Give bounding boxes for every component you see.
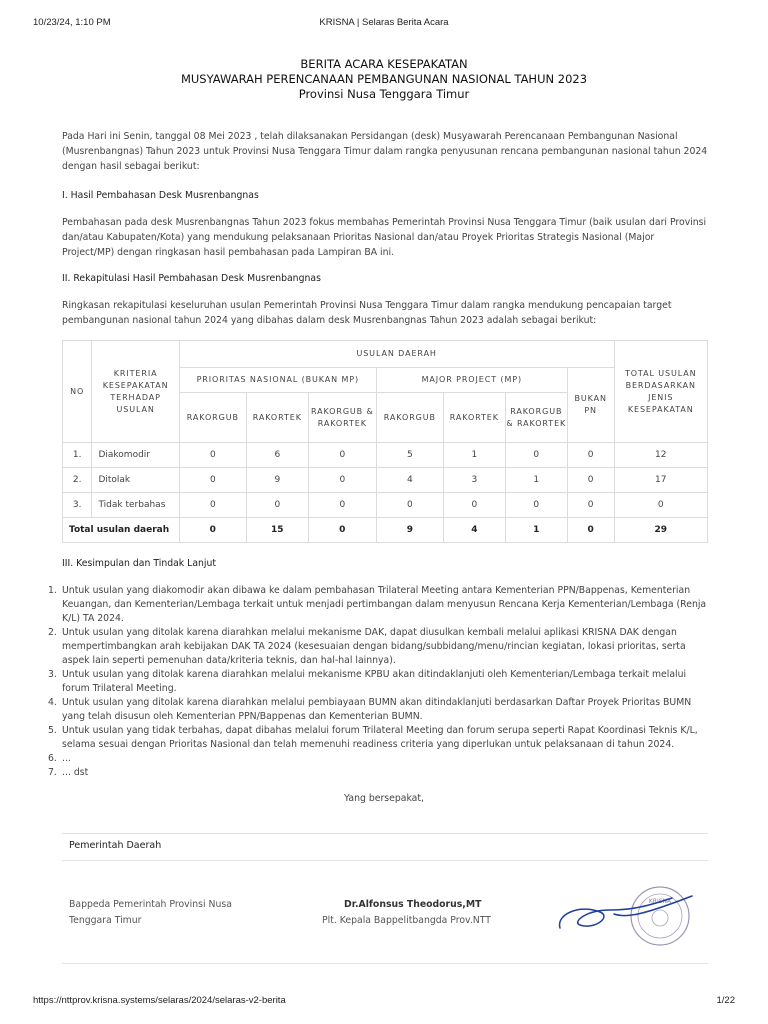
signatory-block [322,897,522,929]
cell-pn-rakorgub: 0 [179,443,246,468]
cell-pn-rakortek: 6 [246,443,308,468]
table-row [63,493,708,518]
row-no: 2. [63,468,92,493]
cell-mp-rakorgub: 4 [376,468,443,493]
row-criteria: Ditolak [92,468,179,493]
list-text: Untuk usulan yang ditolak karena diarahkan melalui pembiayaan BUMN akan ditindaklanjuti berdasarkan Daftar Proyek Prioritas BUMN yang telah disusun oleh Kementerian PPN/Bappenas dan Kementerian BUMN. [62,697,692,722]
print-header [33,17,735,31]
cell-pn-both: 0 [308,493,376,518]
divider [62,860,708,861]
cell-mp-rakorgub: 5 [376,443,443,468]
total-pn-rakortek: 15 [246,518,308,543]
stamp-text: KRISNA [648,898,672,905]
total-grand: 29 [614,518,707,543]
cell-mp-both: 0 [505,443,567,468]
total-mp-rakortek: 4 [443,518,505,543]
header-mp-rakortek: RAKORTEK [443,393,505,443]
cell-total: 0 [614,493,707,518]
list-item [48,626,712,668]
header-bukan-pn: BUKAN PN [567,368,614,443]
title-line-1: BERITA ACARA KESEPAKATAN [300,57,468,71]
divider [62,833,708,834]
cell-mp-rakortek: 0 [443,493,505,518]
cell-pn-rakorgub: 0 [179,468,246,493]
list-number: 6. [48,753,57,764]
signature-section-heading: Pemerintah Daerah [69,840,162,851]
list-item [48,752,712,766]
list-item [48,668,712,696]
conclusion-list [48,584,712,780]
row-criteria: Diakomodir [92,443,179,468]
section-2-heading: II. Rekapitulasi Hasil Pembahasan Desk Musrenbangnas [62,273,321,284]
header-major-project: MAJOR PROJECT (MP) [376,368,567,393]
recap-table [62,340,708,543]
stamp-center [652,910,668,926]
cell-mp-rakortek: 3 [443,468,505,493]
list-item [48,766,712,780]
total-label: Total usulan daerah [63,518,180,543]
signature-stamp-image [552,870,697,950]
section-1-text: Pembahasan pada desk Musrenbangnas Tahun 2023 fokus membahas Pemerintah Provinsi Nusa Tenggara Timur (baik usulan dari Provinsi dan/atau Kabupaten/Kota) yang mendukung pelaksanaan Prioritas Nasional dan/atau Proyek Prioritas Strategis Nasional (Major Project/MP) dengan ringkasan hasil pembahasan pada Lampiran BA ini. [62,217,707,258]
header-pn-rakortek: RAKORTEK [246,393,308,443]
list-item [48,584,712,626]
list-item [48,696,712,724]
table-total-row [63,518,708,543]
cell-pn-rakorgub: 0 [179,493,246,518]
list-item [48,724,712,752]
row-criteria: Tidak terbahas [92,493,179,518]
header-pn-rakorgub: RAKORGUB [179,393,246,443]
header-criteria: KRITERIA KESEPAKATAN TERHADAP USULAN [92,341,179,443]
header-mp-rakorgub-rakortek: RAKORGUB & RAKORTEK [505,393,567,443]
cell-pn-both: 0 [308,468,376,493]
header-total: TOTAL USULAN BERDASARKAN JENIS KESEPAKATAN [614,341,707,443]
stamp-outer-ring [631,887,689,945]
total-pn-rakorgub: 0 [179,518,246,543]
cell-pn-both: 0 [308,443,376,468]
row-no: 1. [63,443,92,468]
list-text: ... [62,753,71,764]
header-mp-rakorgub: RAKORGUB [376,393,443,443]
cell-total: 17 [614,468,707,493]
cell-mp-rakorgub: 0 [376,493,443,518]
cell-bukan-pn: 0 [567,468,614,493]
list-number: 7. [48,767,57,778]
signatory-position: Plt. Kepala Bappelitbangda Prov.NTT [322,915,491,926]
table-row [63,443,708,468]
print-page-title: KRISNA | Selaras Berita Acara [319,17,449,28]
title-line-3: Provinsi Nusa Tenggara Timur [298,87,470,101]
document-title [0,57,768,102]
cell-mp-both: 0 [505,493,567,518]
page-url: https://nttprov.krisna.systems/selaras/2024/selaras-v2-berita [33,995,286,1006]
signatory-name: Dr.Alfonsus Theodorus,MT [344,899,482,910]
list-number: 2. [48,627,57,638]
header-no: NO [63,341,92,443]
list-text: ... dst [62,767,89,778]
row-no: 3. [63,493,92,518]
print-datetime: 10/23/24, 1:10 PM [33,17,111,28]
cell-bukan-pn: 0 [567,443,614,468]
table-row [63,468,708,493]
list-text: Untuk usulan yang tidak terbahas, dapat dibahas melalui forum Trilateral Meeting dan forum serupa seperti Rapat Koordinasi Teknis K/L, selama sesuai dengan Prioritas Nasional dan telah memenuhi readiness criteria yang diperlukan untuk pelaksanaan di tahun 2024. [62,725,698,750]
section-2-text: Ringkasan rekapitulasi keseluruhan usulan Pemerintah Provinsi Nusa Tenggara Timur dalam rangka mendukung pencapaian target pembangunan nasional tahun 2024 yang dibahas dalam desk Musrenbangnas Tahun 2023 adalah sebagai berikut: [62,300,672,326]
list-number: 5. [48,725,57,736]
list-number: 4. [48,697,57,708]
list-text: Untuk usulan yang diakomodir akan dibawa ke dalam pembahasan Trilateral Meeting antara Kementerian PPN/Bappenas, Kementerian Keuangan, dan Kementerian/Lembaga terkait untuk menjadi pertimbangan dalam menyusun Rencana Kerja Kementerian/Lembaga (Renja K/L) TA 2024. [62,585,707,624]
page-number: 1/22 [716,995,735,1006]
list-text: Untuk usulan yang ditolak karena diarahkan melalui mekanisme KPBU akan ditindaklanjuti oleh Kementerian/Lembaga terkait melalui forum Trilateral Meeting. [62,669,687,694]
print-footer [33,995,735,1009]
signatory-institution: Bappeda Pemerintah Provinsi Nusa Tenggara Timur [69,899,232,926]
header-usulan-daerah: USULAN DAERAH [179,341,614,368]
list-text: Untuk usulan yang ditolak karena diarahkan melalui mekanisme DAK, dapat diusulkan kembali melalui aplikasi KRISNA DAK dengan mempertimbangkan arah kebijakan DAK TA 2024 (kesesuaian dengan bidang/subbidang/menu/rincian kegiatan, lokasi prioritas, serta aspek lain seperti pemenuhan data/kriteria teknis, dan hal-hal lainnya). [62,627,686,666]
cell-total: 12 [614,443,707,468]
agreement-caption: Yang bersepakat, [344,793,424,804]
intro-paragraph: Pada Hari ini Senin, tanggal 08 Mei 2023 , telah dilaksanakan Persidangan (desk) Musyawarah Perencanaan Pembangunan Nasional (Musrenbangnas) Tahun 2023 untuk Provinsi Nusa Tenggara Timur dalam rangka penyusunan rencana pembangunan nasional tahun 2024 dengan hasil sebagai berikut: [62,131,708,172]
cell-mp-rakortek: 1 [443,443,505,468]
cell-bukan-pn: 0 [567,493,614,518]
signature-stroke [560,896,692,928]
title-line-2: MUSYAWARAH PERENCANAAN PEMBANGUNAN NASIONAL TAHUN 2023 [180,72,588,86]
section-1-heading: I. Hasil Pembahasan Desk Musrenbangnas [62,190,259,201]
list-number: 3. [48,669,57,680]
total-mp-both: 1 [505,518,567,543]
header-prioritas-nasional: PRIORITAS NASIONAL (BUKAN MP) [179,368,376,393]
list-number: 1. [48,585,57,596]
section-3-heading: III. Kesimpulan dan Tindak Lanjut [62,558,217,569]
cell-mp-both: 1 [505,468,567,493]
cell-pn-rakortek: 0 [246,493,308,518]
header-pn-rakorgub-rakortek: RAKORGUB & RAKORTEK [308,393,376,443]
divider [62,963,708,964]
total-mp-rakorgub: 9 [376,518,443,543]
total-pn-both: 0 [308,518,376,543]
cell-pn-rakortek: 9 [246,468,308,493]
total-bukan-pn: 0 [567,518,614,543]
